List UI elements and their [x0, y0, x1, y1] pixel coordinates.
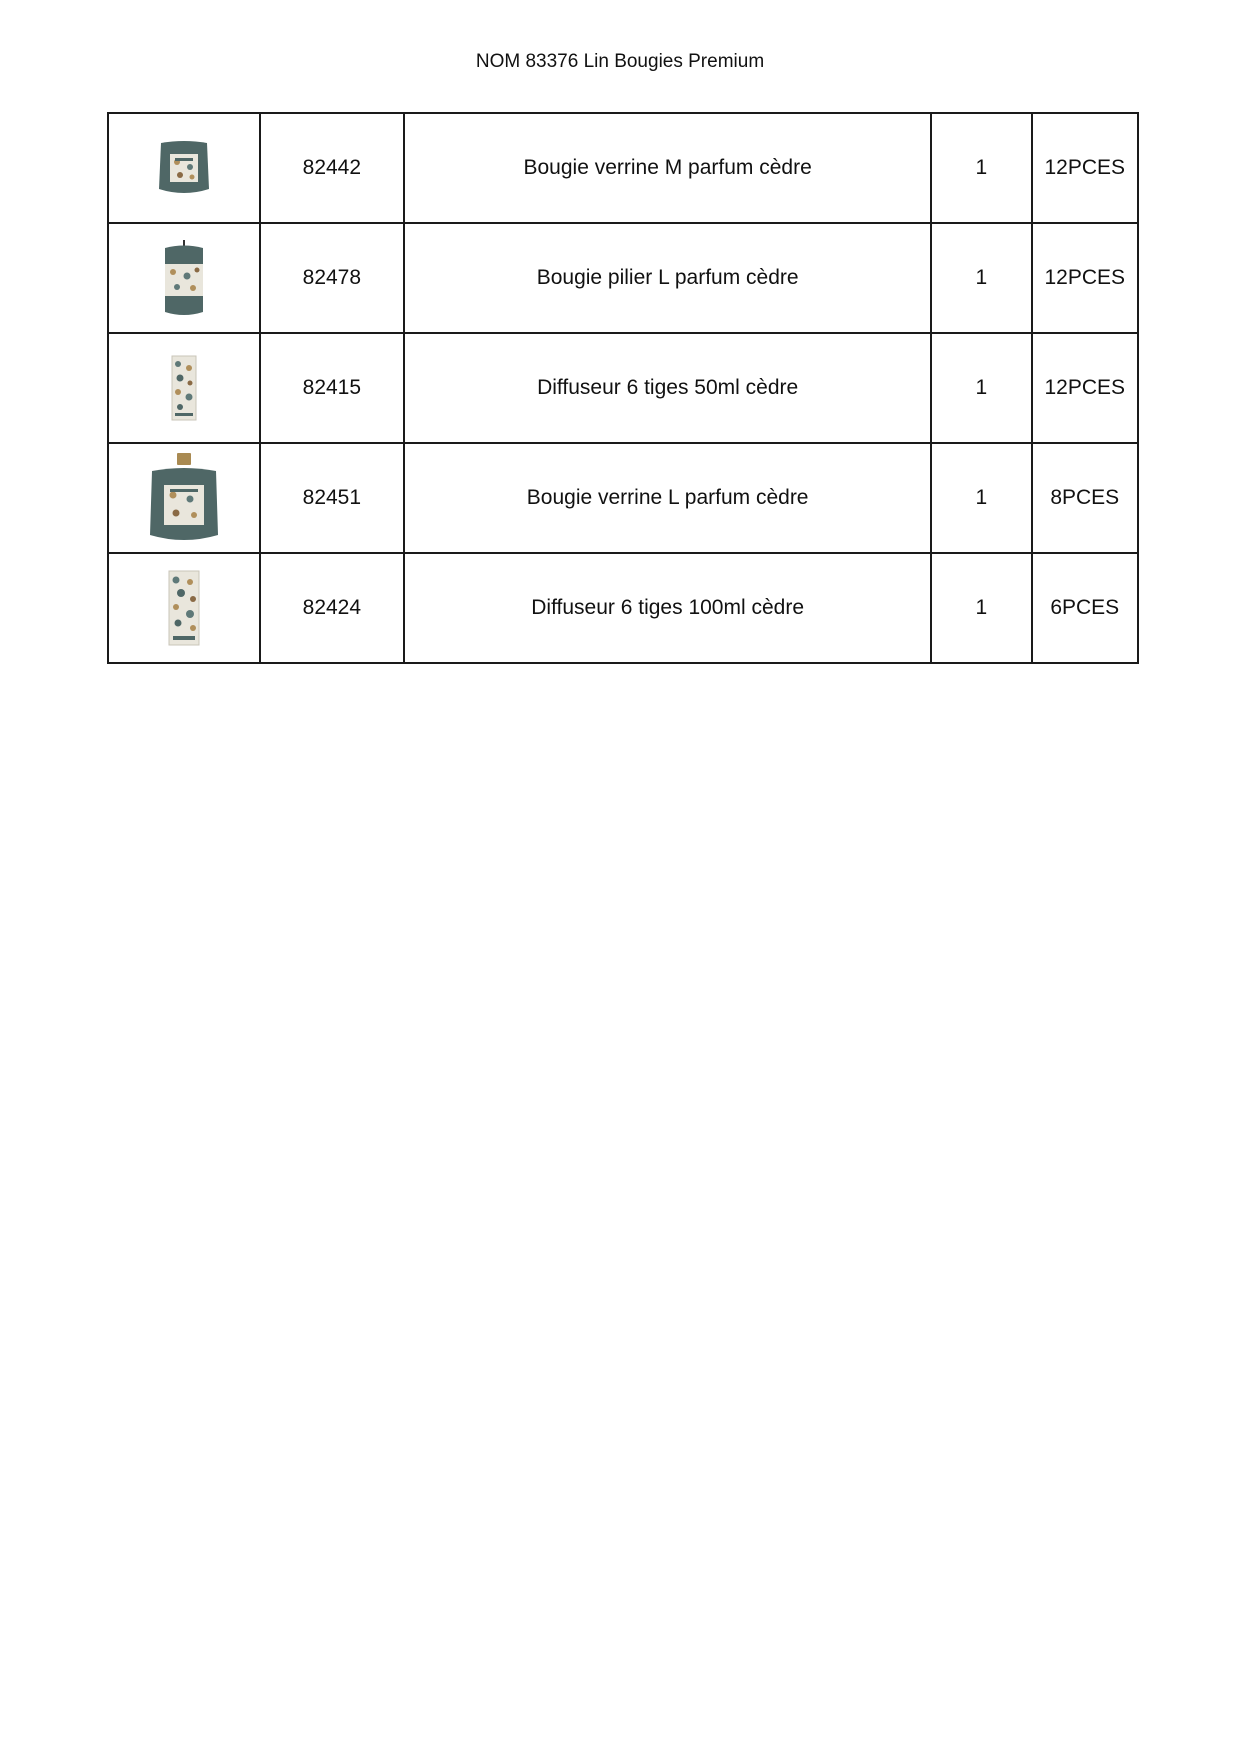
diffuser-box-50ml-icon: [166, 352, 202, 424]
pillar-candle-large-icon: [159, 238, 209, 318]
product-pack: 12PCES: [1032, 223, 1138, 333]
glass-candle-medium-icon: [153, 137, 215, 199]
product-qty: 1: [931, 223, 1031, 333]
product-image-cell: [108, 223, 260, 333]
product-ref: 82415: [260, 333, 405, 443]
product-ref: 82442: [260, 113, 405, 223]
product-pack: 12PCES: [1032, 113, 1138, 223]
product-qty: 1: [931, 113, 1031, 223]
table-row: [108, 223, 1138, 333]
table-row: [108, 113, 1138, 223]
product-qty: 1: [931, 553, 1031, 663]
product-ref: 82424: [260, 553, 405, 663]
product-image-cell: [108, 553, 260, 663]
product-ref: 82451: [260, 443, 405, 553]
product-description: Bougie verrine L parfum cèdre: [404, 443, 931, 553]
product-table: [107, 112, 1139, 664]
product-image-cell: [108, 333, 260, 443]
table-row: [108, 443, 1138, 553]
product-description: Diffuseur 6 tiges 100ml cèdre: [404, 553, 931, 663]
product-description: Bougie verrine M parfum cèdre: [404, 113, 931, 223]
product-qty: 1: [931, 333, 1031, 443]
product-image-cell: [108, 113, 260, 223]
product-pack: 12PCES: [1032, 333, 1138, 443]
table-row: [108, 553, 1138, 663]
product-pack: 6PCES: [1032, 553, 1138, 663]
product-ref: 82478: [260, 223, 405, 333]
product-description: Bougie pilier L parfum cèdre: [404, 223, 931, 333]
product-qty: 1: [931, 443, 1031, 553]
diffuser-box-100ml-icon: [164, 568, 204, 648]
product-pack: 8PCES: [1032, 443, 1138, 553]
document-title: NOM 83376 Lin Bougies Premium: [475, 51, 765, 72]
table-row: [108, 333, 1138, 443]
glass-candle-large-icon: [146, 451, 222, 545]
product-image-cell: [108, 443, 260, 553]
product-description: Diffuseur 6 tiges 50ml cèdre: [404, 333, 931, 443]
